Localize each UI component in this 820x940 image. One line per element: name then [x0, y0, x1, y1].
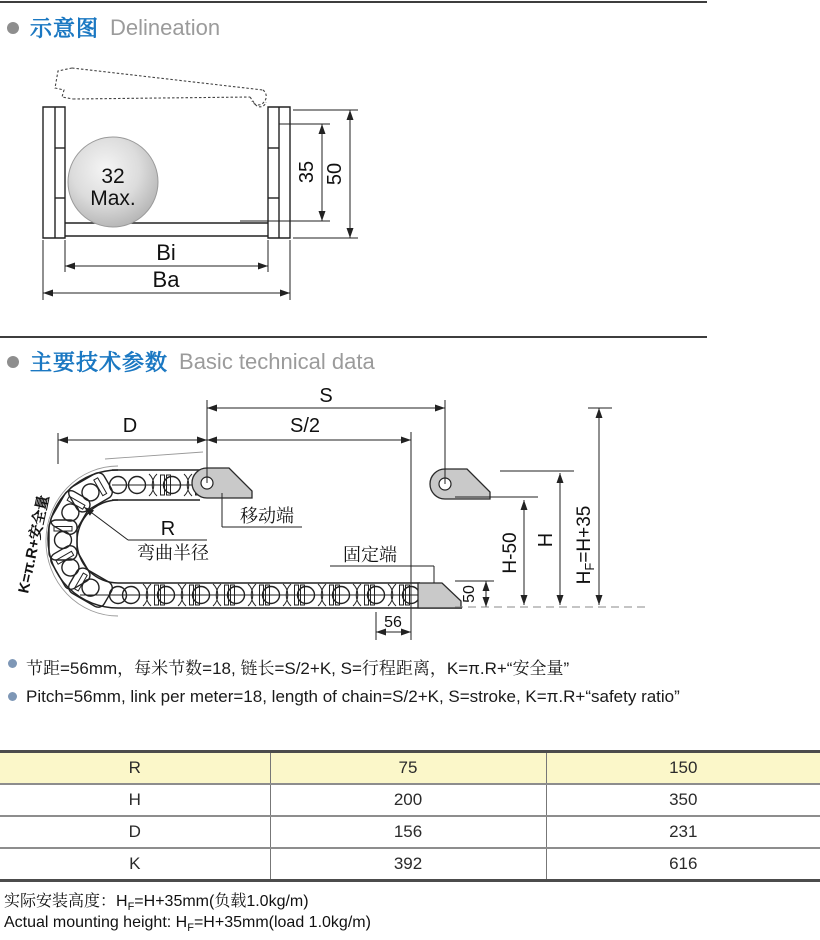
fixed-end-leader [330, 566, 434, 583]
delineation-diagram [0, 55, 420, 315]
moving-end-label: 移动端 [240, 506, 294, 526]
dim-hf-label: $H_F=H+35$ [574, 505, 597, 585]
section-bullet-icon [7, 22, 19, 34]
fixed-end-bracket [418, 583, 461, 608]
table-header-row [0, 752, 820, 785]
dim-d-label: D [122, 415, 138, 437]
fixed-end-label: 固定端 [343, 545, 397, 565]
footer-en: Actual mounting height: $H_F=H+35mm(load$ 1.0kg/m) [4, 914, 371, 935]
dim-h-50-label: H-50 [500, 532, 521, 574]
table-cell: 200 [270, 784, 546, 816]
table-cell: H [0, 784, 270, 816]
table-cell: D [0, 816, 270, 848]
parameters-table [0, 750, 820, 882]
open-lid-dashed [55, 68, 266, 107]
table-cell: 350 [546, 784, 820, 816]
table-cell: 156 [270, 816, 546, 848]
dim-50-label: 50 [324, 162, 346, 186]
chain-bend-links [48, 470, 126, 609]
note-zh-text: 节距=56mm，每米节数=18, 链长=S/2+K, S=行程距离，K=π.R+“安全量” [26, 659, 570, 678]
dim-ba-label: Ba [152, 267, 180, 292]
table-row [0, 848, 820, 881]
table-row [0, 816, 820, 848]
section-bullet-icon [7, 356, 19, 368]
note-bullet-icon [8, 692, 17, 701]
dim-s [207, 400, 445, 484]
section2-title-zh: 主要技术参数 [30, 350, 169, 375]
dim-h-label: H [535, 532, 557, 548]
bend-radius-leader [84, 507, 207, 540]
section2-rule [0, 336, 707, 338]
right-side-rail [268, 107, 290, 238]
r-label: R [160, 518, 176, 540]
dim-35-label: 35 [296, 160, 318, 184]
table-cell: 392 [270, 848, 546, 881]
dim-d [58, 433, 207, 464]
section1-header [7, 12, 220, 43]
bottom-bar [65, 223, 268, 236]
table-header-cell: 150 [546, 752, 820, 785]
moving-end-bracket-extended [430, 469, 490, 499]
note-zh [8, 654, 569, 679]
table-header-cell: 75 [270, 752, 546, 785]
dim-s-half-label: S/2 [289, 415, 321, 437]
table-row [0, 784, 820, 816]
dim-56-label: 56 [384, 614, 402, 631]
k-formula-label: K=π.R+安全量 [15, 493, 53, 595]
note-en [8, 687, 680, 707]
bend-radius-zh-label: 弯曲半径 [137, 543, 209, 563]
table-cell: 616 [546, 848, 820, 881]
top-rule [0, 1, 707, 3]
dim-bi-label: Bi [156, 240, 176, 265]
section2-title-en: Basic technical data [179, 348, 375, 374]
sphere-value: 32 [101, 165, 125, 188]
note-bullet-icon [8, 659, 17, 668]
table-cell: K [0, 848, 270, 881]
table-header-cell: R [0, 752, 270, 785]
dim-50-right-label: 50 [461, 585, 478, 603]
section1-title-en: Delineation [110, 14, 221, 40]
technical-data-diagram [0, 382, 660, 650]
sphere-max-label: Max. [90, 187, 136, 210]
table-cell: 231 [546, 816, 820, 848]
max-cable-sphere [68, 137, 158, 227]
footer-zh: 实际安装高度：$H_F=H+35mm$(负载1.0kg/m) [4, 893, 309, 914]
dim-s-label: S [319, 385, 333, 407]
section1-title-zh: 示意图 [30, 16, 100, 41]
section2-header [7, 346, 375, 377]
note-en-text: Pitch=56mm, link per meter=18, length of chain=S/2+K, S=stroke, K=π.R+“safety ratio” [26, 687, 680, 706]
dim-s-half [207, 432, 411, 640]
left-side-rail [43, 107, 65, 238]
